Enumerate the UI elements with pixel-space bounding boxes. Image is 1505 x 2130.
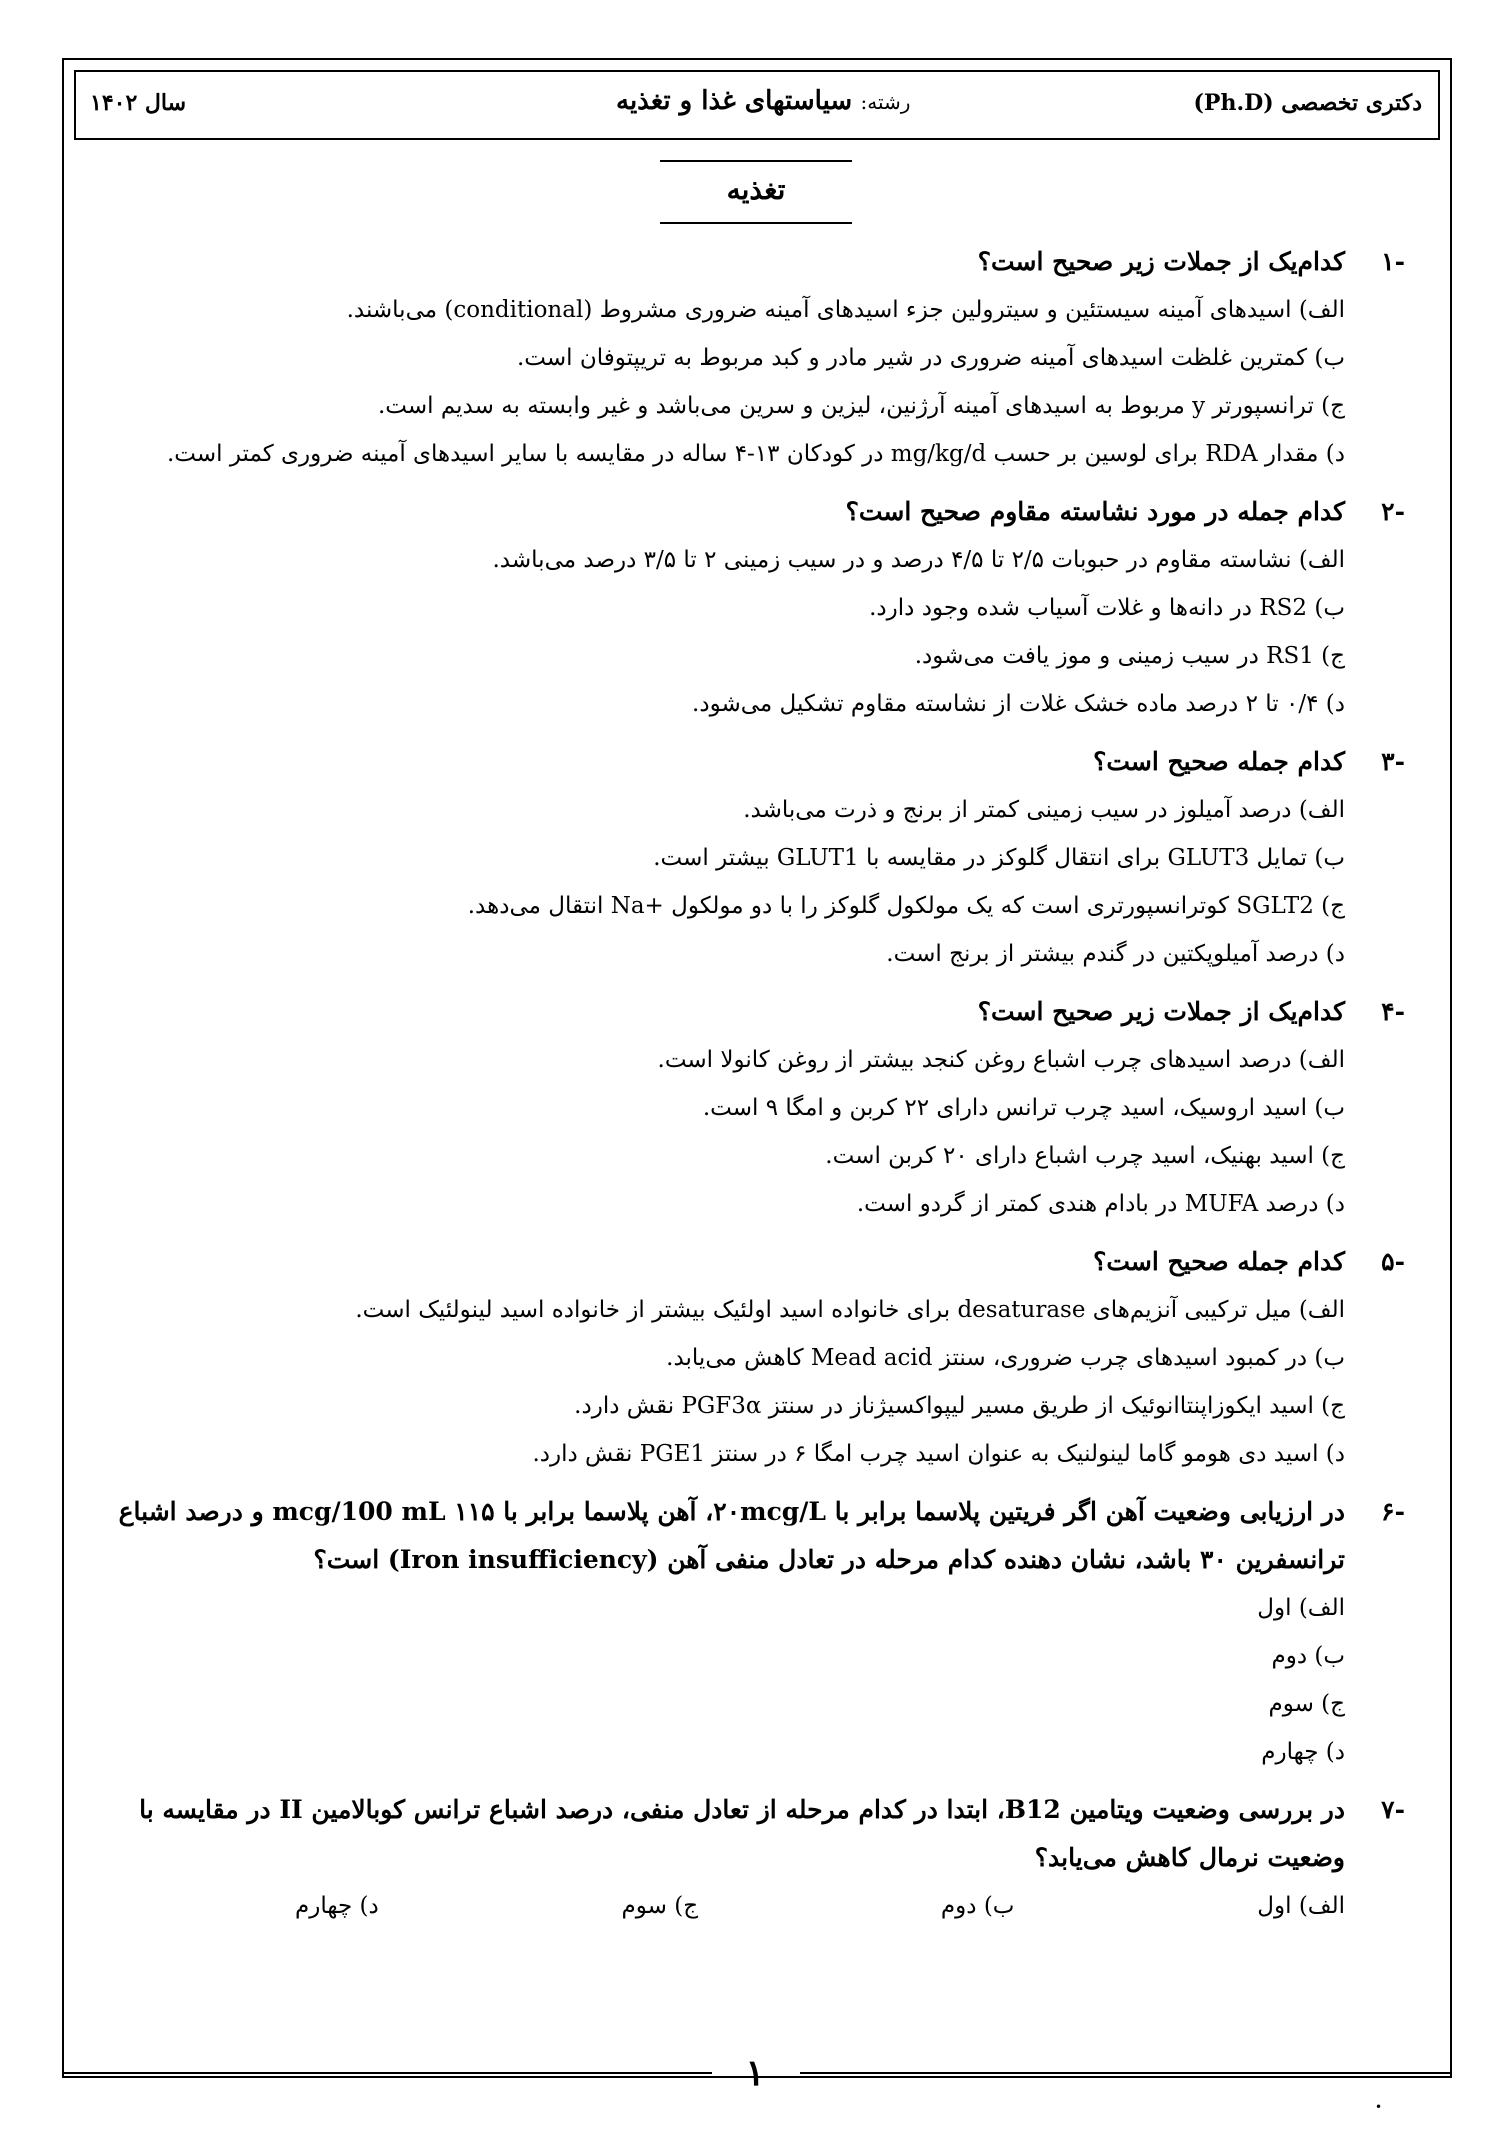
option-c: ج) ترانسپورتر y مربوط به اسیدهای آمینه آرژنین، لیزین و سرین می‌باشد و غیر وابسته به سدیم است.	[377, 393, 1345, 419]
exam-degree: دکتری تخصصی (Ph.D)	[1193, 90, 1422, 116]
footer-rule-right	[800, 2072, 1452, 2074]
option-a: الف) اول	[1257, 1595, 1345, 1621]
exam-header	[74, 70, 1440, 140]
option-b: ب) RS2 در دانه‌ها و غلات آسیاب شده وجود دارد.	[869, 595, 1345, 621]
question-3	[75, 738, 1405, 978]
option-d: د) ۰/۴ تا ۲ درصد ماده خشک غلات از نشاسته مقاوم تشکیل می‌شود.	[692, 691, 1345, 717]
question-7	[75, 1786, 1405, 1930]
option-c: ج) اسید ایکوزاپنتاانوئیک از طریق مسیر لیپواکسیژناز در سنتز PGF3α نقش دارد.	[574, 1393, 1345, 1419]
question-number: -۷	[1381, 1795, 1405, 1824]
option-a: الف) اول	[1257, 1893, 1345, 1919]
question-text: کدام‌یک از جملات زیر صحیح است؟	[977, 997, 1345, 1026]
question-text: کدام جمله در مورد نشاسته مقاوم صحیح است؟	[845, 497, 1345, 526]
scan-speck: •	[1375, 2100, 1383, 2114]
option-b: ب) کمترین غلظت اسیدهای آمینه ضروری در شیر مادر و کبد مربوط به تریپتوفان است.	[516, 345, 1345, 371]
question-text: کدام‌یک از جملات زیر صحیح است؟	[977, 247, 1345, 276]
question-number: -۳	[1381, 747, 1405, 776]
question-number: -۲	[1381, 497, 1405, 526]
option-d: د) چهارم	[295, 1893, 379, 1919]
option-d: د) چهارم	[1261, 1739, 1345, 1765]
option-a: الف) درصد آمیلوز در سیب زمینی کمتر از برنج و ذرت می‌باشد.	[743, 797, 1345, 823]
option-b: ب) دوم	[940, 1893, 1015, 1919]
question-number: -۴	[1381, 997, 1405, 1026]
question-number: -۱	[1381, 247, 1405, 276]
option-d: د) درصد MUFA در بادام هندی کمتر از گردو است.	[856, 1191, 1345, 1217]
question-text: در بررسی وضعیت ویتامین B12، ابتدا در کدام مرحله از تعادل منفی، درصد اشباع ترانس کوبالامین II در مقایسه با وضعیت نرمال کاهش می‌یابد؟	[139, 1795, 1345, 1872]
option-a: الف) نشاسته مقاوم در حبوبات ۲/۵ تا ۴/۵ درصد و در سیب زمینی ۲ تا ۳/۵ درصد می‌باشد.	[492, 547, 1345, 573]
option-b: ب) تمایل GLUT3 برای انتقال گلوکز در مقایسه با GLUT1 بیشتر است.	[653, 845, 1345, 871]
footer-rule-left	[62, 2072, 712, 2074]
option-c: ج) سوم	[1268, 1691, 1345, 1717]
option-d: د) درصد آمیلوپکتین در گندم بیشتر از برنج است.	[886, 941, 1345, 967]
field-name: سیاستهای غذا و تغذیه	[616, 86, 853, 116]
option-c: ج) RS1 در سیب زمینی و موز یافت می‌شود.	[914, 643, 1345, 669]
option-b: ب) اسید اروسیک، اسید چرب ترانس دارای ۲۲ کربن و امگا ۹ است.	[702, 1095, 1345, 1121]
question-number: -۶	[1381, 1497, 1405, 1526]
option-a: الف) درصد اسیدهای چرب اشباع روغن کنجد بیشتر از روغن کانولا است.	[657, 1047, 1345, 1073]
question-text: کدام جمله صحیح است؟	[1093, 747, 1345, 776]
option-b: ب) دوم	[1271, 1643, 1345, 1669]
questions-list	[75, 238, 1405, 1940]
question-number: -۵	[1381, 1247, 1405, 1276]
question-text: کدام جمله صحیح است؟	[1093, 1247, 1345, 1276]
exam-year: سال ۱۴۰۲	[90, 90, 187, 116]
option-b: ب) در کمبود اسیدهای چرب ضروری، سنتز Mead acid کاهش می‌یابد.	[666, 1345, 1345, 1371]
option-c: ج) سوم	[621, 1893, 699, 1919]
option-d: د) اسید دی هومو گاما لینولنیک به عنوان اسید چرب امگا ۶ در سنتز PGE1 نقش دارد.	[532, 1441, 1345, 1467]
section-title: تغذیه	[660, 160, 852, 224]
question-1	[75, 238, 1405, 478]
option-a: الف) اسیدهای آمینه سیستئین و سیترولین جزء اسیدهای آمینه ضروری مشروط (conditional) می‌باشند.	[346, 297, 1345, 323]
option-c: ج) SGLT2 کوترانسپورتری است که یک مولکول گلوکز را با دو مولکول +Na انتقال می‌دهد.	[467, 893, 1345, 919]
field-prefix: رشته:	[860, 90, 911, 114]
exam-field	[616, 86, 910, 116]
option-c: ج) اسید بهنیک، اسید چرب اشباع دارای ۲۰ کربن است.	[825, 1143, 1345, 1169]
option-d: د) مقدار RDA برای لوسین بر حسب mg/kg/d در کودکان ۱۳-۴ ساله در مقایسه با سایر اسیدهای آمینه ضروری کمتر است.	[167, 441, 1345, 467]
question-5	[75, 1238, 1405, 1478]
page-number: ۱	[745, 2052, 765, 2094]
option-a: الف) میل ترکیبی آنزیم‌های desaturase برای خانواده اسید اولئیک بیشتر از خانواده اسید لینولئیک است.	[355, 1297, 1345, 1323]
question-2	[75, 488, 1405, 728]
question-6	[75, 1488, 1405, 1776]
question-text: در ارزیابی وضعیت آهن اگر فریتین پلاسما برابر با ۲۰mcg/L، آهن پلاسما برابر با ۱۱۵ mcg/100 mL و درصد اشباع ترانسفرین ۳۰ باشد، نشان دهنده کدام مرحله در تعادل منفی آهن (Iron insufficiency) است؟	[118, 1497, 1345, 1574]
question-4	[75, 988, 1405, 1228]
